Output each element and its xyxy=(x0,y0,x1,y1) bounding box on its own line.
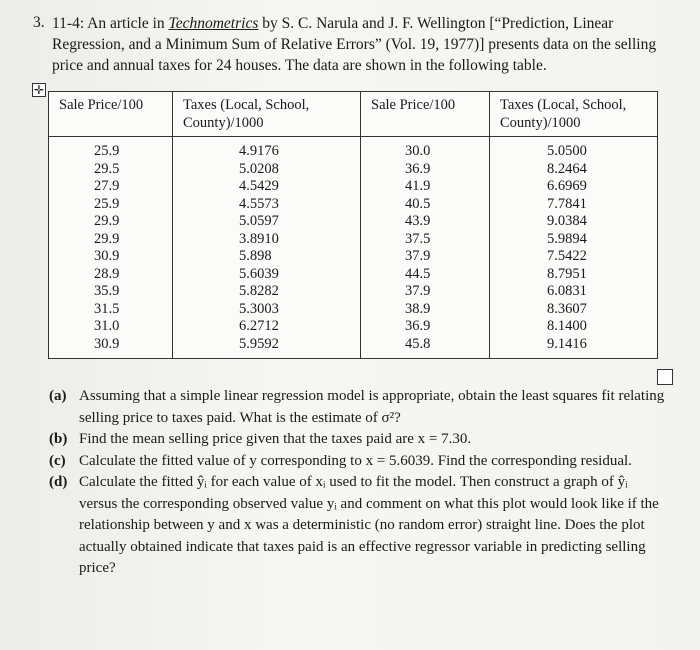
question-item xyxy=(49,429,669,451)
table-cell: 6.6969 xyxy=(490,178,658,196)
question-item xyxy=(49,472,669,580)
table-cell: 40.5 xyxy=(361,196,490,214)
problem-number: 3. xyxy=(33,14,45,31)
table-row xyxy=(49,318,658,336)
question-item xyxy=(49,451,669,473)
table-cell: 7.7841 xyxy=(490,196,658,214)
table-cell: 9.0384 xyxy=(490,213,658,231)
table-cell: 30.0 xyxy=(361,137,490,161)
table-row xyxy=(49,248,658,266)
table-row xyxy=(49,231,658,249)
table-cell: 29.9 xyxy=(49,231,173,249)
table-cell: 36.9 xyxy=(361,161,490,179)
table-row xyxy=(49,301,658,319)
question-text: Calculate the fitted value of y corresponding to x = 5.6039. Find the corresponding residual. xyxy=(79,452,632,469)
table-cell: 37.9 xyxy=(361,248,490,266)
table-row xyxy=(49,213,658,231)
table-row xyxy=(49,266,658,284)
table-cell: 4.9176 xyxy=(173,137,361,161)
table-cell: 5.6039 xyxy=(173,266,361,284)
table-cell: 44.5 xyxy=(361,266,490,284)
table-cell: 5.0597 xyxy=(173,213,361,231)
table-cell: 43.9 xyxy=(361,213,490,231)
column-header: Taxes (Local, School, County)/1000 xyxy=(490,92,658,137)
question-list xyxy=(49,386,669,580)
table-cell: 8.2464 xyxy=(490,161,658,179)
column-header: Sale Price/100 xyxy=(361,92,490,137)
table-row xyxy=(49,137,658,161)
table-cell: 5.9894 xyxy=(490,231,658,249)
table-cell: 5.898 xyxy=(173,248,361,266)
table-row xyxy=(49,196,658,214)
table-cell: 3.8910 xyxy=(173,231,361,249)
intro-text-start: 11-4: An article in xyxy=(52,15,169,32)
intro-text-end: by S. C. Narula and J. F. Wellington [“Prediction, Linear Regression, and a Minimum Sum of Relative Errors” (Vol. 19, 1977)] presents data on the selling price and annual taxes for 24 houses. The data are shown in the following table. xyxy=(52,15,657,74)
table-cell: 29.9 xyxy=(49,213,173,231)
table-cell: 36.9 xyxy=(361,318,490,336)
question-label: (b) xyxy=(49,431,68,447)
table-cell: 6.0831 xyxy=(490,283,658,301)
question-text: Find the mean selling price given that the taxes paid are x = 7.30. xyxy=(79,431,472,447)
column-header: Sale Price/100 xyxy=(49,92,173,137)
table-cell: 8.1400 xyxy=(490,318,658,336)
data-table xyxy=(48,91,658,359)
table-cell: 30.9 xyxy=(49,248,173,266)
checkbox-icon[interactable] xyxy=(657,369,673,385)
question-text: Assuming that a simple linear regression model is appropriate, obtain the least squares fit relating selling price to taxes paid. What is the estimate of σ²? xyxy=(79,388,665,426)
table-row xyxy=(49,161,658,179)
table-cell: 25.9 xyxy=(49,137,173,161)
table-row xyxy=(49,336,658,359)
table-cell: 31.0 xyxy=(49,318,173,336)
table-cell: 4.5573 xyxy=(173,196,361,214)
table-cell: 25.9 xyxy=(49,196,173,214)
question-text: Calculate the fitted ŷᵢ for each value of xᵢ used to fit the model. Then construct a graph of ŷᵢ versus the corresponding observed value yᵢ and comment on what this plot would look like if the relationship between y and x was a deterministic (no random error) straight line. Does the plot actually obtained indicate that taxes paid is an effective regressor variable in predicting selling price? xyxy=(79,474,659,576)
question-label: (a) xyxy=(49,388,67,404)
table-cell: 8.3607 xyxy=(490,301,658,319)
table-expand-icon[interactable]: ✛ xyxy=(33,83,45,97)
table-cell: 7.5422 xyxy=(490,248,658,266)
column-header: Taxes (Local, School, County)/1000 xyxy=(173,92,361,137)
question-label: (d) xyxy=(49,474,68,490)
table-header-row xyxy=(49,92,658,137)
table-cell: 27.9 xyxy=(49,178,173,196)
table-cell: 38.9 xyxy=(361,301,490,319)
problem-intro xyxy=(52,13,662,76)
table-cell: 5.3003 xyxy=(173,301,361,319)
table-cell: 9.1416 xyxy=(490,336,658,359)
table-cell: 45.8 xyxy=(361,336,490,359)
table-cell: 41.9 xyxy=(361,178,490,196)
question-item xyxy=(49,386,669,429)
table-row xyxy=(49,178,658,196)
journal-name: Technometrics xyxy=(168,15,259,32)
table-cell: 35.9 xyxy=(49,283,173,301)
table-body xyxy=(49,137,658,359)
table-cell: 6.2712 xyxy=(173,318,361,336)
table-cell: 28.9 xyxy=(49,266,173,284)
table-cell: 30.9 xyxy=(49,336,173,359)
table-cell: 31.5 xyxy=(49,301,173,319)
table-cell: 37.9 xyxy=(361,283,490,301)
table-cell: 37.5 xyxy=(361,231,490,249)
table-row xyxy=(49,283,658,301)
question-label: (c) xyxy=(49,452,66,469)
table-cell: 4.5429 xyxy=(173,178,361,196)
table-cell: 5.9592 xyxy=(173,336,361,359)
table-cell: 5.8282 xyxy=(173,283,361,301)
table-cell: 29.5 xyxy=(49,161,173,179)
table-cell: 8.7951 xyxy=(490,266,658,284)
table-cell: 5.0208 xyxy=(173,161,361,179)
table-cell: 5.0500 xyxy=(490,137,658,161)
